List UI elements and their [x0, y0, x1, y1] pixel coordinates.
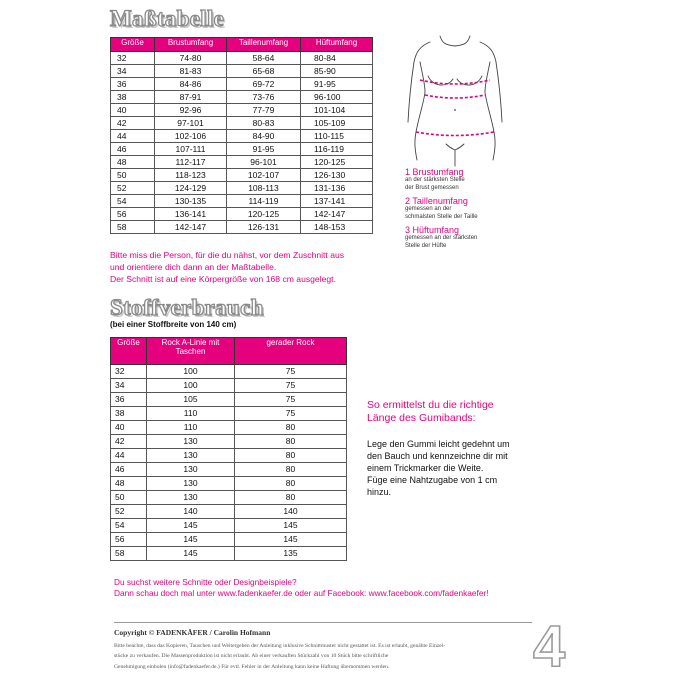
table-row [111, 104, 373, 117]
table-cell: 38 [111, 91, 155, 104]
table-cell: 75 [235, 365, 347, 379]
table-cell: 105 [147, 393, 235, 407]
table-cell: 44 [111, 449, 147, 463]
gummi-heading-line: Länge des Gumibands: [367, 412, 476, 424]
table-cell: 54 [111, 519, 147, 533]
table-cell: 80 [235, 435, 347, 449]
table-cell: 46 [111, 143, 155, 156]
table-cell: 91-95 [227, 143, 301, 156]
table-cell: 135 [235, 547, 347, 561]
table-cell: 124-129 [155, 182, 227, 195]
table-cell: 75 [235, 393, 347, 407]
header-taillenumfang: Taillenumfang [227, 38, 301, 52]
table-row [111, 505, 347, 519]
table-cell: 80 [235, 491, 347, 505]
gummi-line: einem Trickmarker die Weite. [367, 463, 484, 473]
gummi-line: Füge eine Nahtzugabe von 1 cm [367, 475, 498, 485]
table-cell: 58-64 [227, 52, 301, 65]
table-cell: 58 [111, 547, 147, 561]
table-row [111, 156, 373, 169]
table-row [111, 519, 347, 533]
gummi-instructions [367, 438, 510, 498]
stoffverbrauch-subtitle: (bei einer Stoffbreite von 140 cm) [110, 320, 237, 329]
footer-copyright: Copyright © FADENKÄFER / Carolin Hofmann [114, 628, 271, 637]
table-cell: 80 [235, 421, 347, 435]
table-cell: 56 [111, 533, 147, 547]
table-cell: 110 [147, 421, 235, 435]
legend-sub: Stelle der Hüfte [405, 242, 447, 249]
table-row [111, 547, 347, 561]
table-cell: 148-153 [301, 221, 373, 234]
legend-head: 2 Taillenumfang [405, 196, 468, 206]
table-row [111, 365, 347, 379]
table-cell: 142-147 [155, 221, 227, 234]
table-cell: 74-80 [155, 52, 227, 65]
table-cell: 81-83 [155, 65, 227, 78]
promo-line: Dann schau doch mal unter www.fadenkaefer.de oder auf Facebook: www.facebook.com/fadenkaefer! [114, 588, 489, 598]
table-cell: 145 [235, 519, 347, 533]
table-cell: 118-123 [155, 169, 227, 182]
table-cell: 80-84 [301, 52, 373, 65]
fabric-header-row [111, 338, 347, 365]
table-cell: 58 [111, 221, 155, 234]
table-cell: 50 [111, 169, 155, 182]
table-cell: 130-135 [155, 195, 227, 208]
table-row [111, 78, 373, 91]
gummi-line: hinzu. [367, 487, 392, 497]
table-cell: 36 [111, 78, 155, 91]
table-cell: 80 [235, 477, 347, 491]
table-cell: 145 [147, 547, 235, 561]
table-row [111, 91, 373, 104]
table-cell: 38 [111, 407, 147, 421]
legend-head: 1 Brustumfang [405, 167, 464, 177]
table-cell: 110 [147, 407, 235, 421]
table-cell: 131-136 [301, 182, 373, 195]
table-row [111, 435, 347, 449]
table-cell: 69-72 [227, 78, 301, 91]
body-measurement-figure [400, 32, 510, 172]
table-cell: 130 [147, 491, 235, 505]
table-cell: 120-125 [301, 156, 373, 169]
table-row [111, 491, 347, 505]
table-cell: 54 [111, 195, 155, 208]
table-cell: 80-83 [227, 117, 301, 130]
legend-sub: gemessen an der stärksten [405, 235, 478, 241]
legend-sub: schmalsten Stelle der Taille [405, 213, 478, 220]
table-cell: 91-95 [301, 78, 373, 91]
table-cell: 77-79 [227, 104, 301, 117]
table-row [111, 208, 373, 221]
table-cell: 48 [111, 477, 147, 491]
table-cell: 100 [147, 365, 235, 379]
table-row [111, 195, 373, 208]
gummi-heading-line: So ermittelst du die richtige [367, 399, 494, 411]
table-cell: 105-109 [301, 117, 373, 130]
table-cell: 34 [111, 65, 155, 78]
table-cell: 130 [147, 435, 235, 449]
table-cell: 136-141 [155, 208, 227, 221]
measurement-header-row [111, 38, 373, 52]
page-number: 4 [533, 614, 566, 679]
table-cell: 96-101 [227, 156, 301, 169]
footer-line: Bitte beachte, dass das Kopieren, Tauschen und Weitergeben der Anleitung inklusive Schnittmuster nicht gestattet ist. Es ist erlaubt, genähte Einzel- [114, 643, 446, 649]
stoffverbrauch-title: Stoffverbrauch [110, 295, 264, 320]
table-cell: 52 [111, 182, 155, 195]
table-cell: 48 [111, 156, 155, 169]
measurement-note [110, 249, 344, 285]
table-cell: 75 [235, 407, 347, 421]
table-row [111, 52, 373, 65]
table-cell: 87-91 [155, 91, 227, 104]
table-cell: 140 [235, 505, 347, 519]
table-cell: 32 [111, 52, 155, 65]
table-row [111, 117, 373, 130]
table-row [111, 130, 373, 143]
legend-sub: der Brust gemessen [405, 184, 459, 191]
table-cell: 140 [147, 505, 235, 519]
table-cell: 40 [111, 104, 155, 117]
promo-text [114, 577, 489, 599]
table-cell: 40 [111, 421, 147, 435]
table-cell: 42 [111, 435, 147, 449]
table-cell: 107-111 [155, 143, 227, 156]
table-row [111, 533, 347, 547]
fabric-table [110, 337, 347, 561]
table-row [111, 463, 347, 477]
measurement-note-line: und orientiere dich dann an der Maßtabelle. [110, 262, 277, 272]
header-groesse: Größe [111, 38, 155, 52]
table-cell: 112-117 [155, 156, 227, 169]
table-cell: 97-101 [155, 117, 227, 130]
table-cell: 145 [147, 533, 235, 547]
footer-line: stücke zu verkaufen. Die Massenproduktion ist nicht erlaubt. Ab einer verkauften Stückzahl von 10 Stück bitte schriftliche [114, 653, 389, 660]
table-row [111, 477, 347, 491]
table-cell: 75 [235, 379, 347, 393]
table-cell: 34 [111, 379, 147, 393]
table-cell: 108-113 [227, 182, 301, 195]
table-cell: 42 [111, 117, 155, 130]
table-cell: 73-76 [227, 91, 301, 104]
header-brustumfang: Brustumfang [155, 38, 227, 52]
table-cell: 84-90 [227, 130, 301, 143]
footer-line: Genehmigung einholen (info@fadenkaefer.de.) Für evtl. Fehler in der Anleitung kann keine Haftung übernommen werden. [114, 663, 390, 670]
measurement-note-line: Bitte miss die Person, für die du nähst, vor dem Zuschnitt aus [110, 250, 345, 260]
table-cell: 46 [111, 463, 147, 477]
table-row [111, 449, 347, 463]
table-row [111, 221, 373, 234]
table-cell: 102-106 [155, 130, 227, 143]
table-cell: 114-119 [227, 195, 301, 208]
legend-sub: an der stärksten Stelle [405, 177, 465, 183]
table-cell: 92-96 [155, 104, 227, 117]
legend-item-brust [405, 167, 545, 192]
table-cell: 101-104 [301, 104, 373, 117]
legend-item-taille [405, 196, 545, 221]
table-cell: 56 [111, 208, 155, 221]
header-rock-a-linie: Rock A-Linie mit Taschen [147, 338, 235, 365]
table-cell: 44 [111, 130, 155, 143]
table-cell: 126-131 [227, 221, 301, 234]
measurement-note-line: Der Schnitt ist auf eine Körpergröße von 168 cm ausgelegt. [110, 274, 336, 284]
table-row [111, 169, 373, 182]
fabric-table-body [111, 365, 347, 561]
table-cell: 80 [235, 463, 347, 477]
table-row [111, 65, 373, 78]
table-cell: 80 [235, 449, 347, 463]
table-cell: 145 [147, 519, 235, 533]
footer-disclaimer [114, 641, 445, 672]
table-cell: 50 [111, 491, 147, 505]
legend-head: 3 Hüftumfang [405, 225, 460, 235]
table-cell: 84-86 [155, 78, 227, 91]
table-cell: 100 [147, 379, 235, 393]
table-row [111, 421, 347, 435]
masstabelle-title: Maßtabelle [110, 6, 225, 31]
gummi-heading [367, 399, 494, 425]
table-cell: 120-125 [227, 208, 301, 221]
gummi-line: Lege den Gummi leicht gedehnt um [367, 439, 510, 449]
measurement-table [110, 37, 373, 234]
table-cell: 96-100 [301, 91, 373, 104]
table-row [111, 379, 347, 393]
table-cell: 32 [111, 365, 147, 379]
header-gerader-rock: gerader Rock [235, 338, 347, 365]
table-cell: 130 [147, 449, 235, 463]
table-cell: 126-130 [301, 169, 373, 182]
table-cell: 130 [147, 463, 235, 477]
promo-line: Du suchst weitere Schnitte oder Designbeispiele? [114, 577, 297, 587]
table-cell: 145 [235, 533, 347, 547]
measurement-legend [405, 167, 545, 250]
table-cell: 110-115 [301, 130, 373, 143]
table-cell: 137-141 [301, 195, 373, 208]
table-row [111, 143, 373, 156]
header-hueftumfang: Hüftumfang [301, 38, 373, 52]
table-cell: 142-147 [301, 208, 373, 221]
measurement-table-body [111, 52, 373, 234]
legend-item-huefte [405, 225, 545, 250]
header-groesse: Größe [111, 338, 147, 365]
table-cell: 85-90 [301, 65, 373, 78]
table-row [111, 182, 373, 195]
gummi-line: den Bauch und kennzeichne dir mit [367, 451, 508, 461]
table-cell: 52 [111, 505, 147, 519]
table-row [111, 407, 347, 421]
table-cell: 116-119 [301, 143, 373, 156]
legend-sub: gemessen an der [405, 206, 452, 212]
table-cell: 36 [111, 393, 147, 407]
footer-divider [114, 622, 532, 623]
table-cell: 130 [147, 477, 235, 491]
table-cell: 102-107 [227, 169, 301, 182]
table-cell: 65-68 [227, 65, 301, 78]
table-row [111, 393, 347, 407]
